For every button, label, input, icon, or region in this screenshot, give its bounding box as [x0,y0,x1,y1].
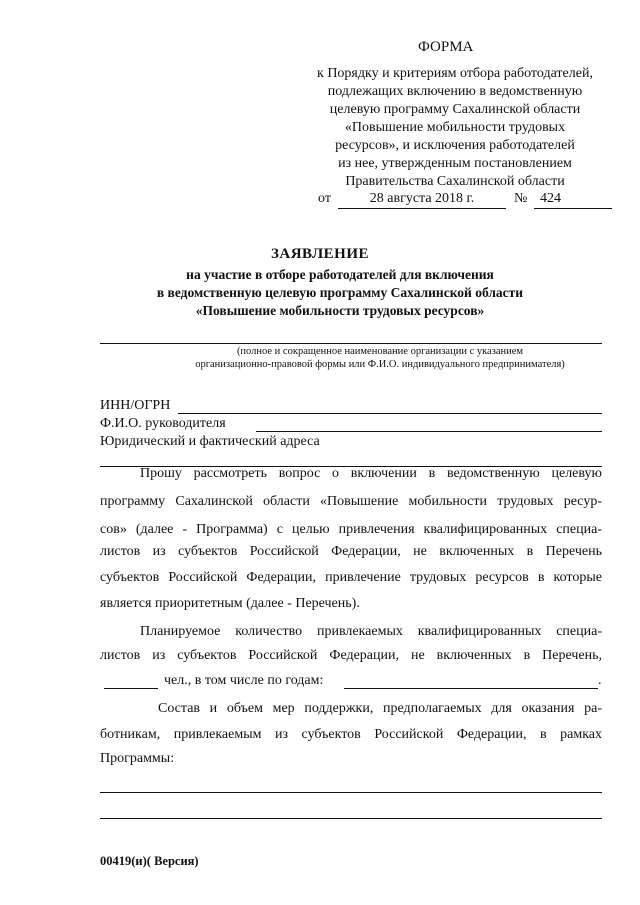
para1-line: является приоритетным (далее - Перечень). [100,596,360,611]
header-line: подлежащих включению в ведомственную [327,84,583,99]
para3-line: Состав и объем мер поддержки, предполагаемых для оказания ра- [158,701,602,716]
support-measures-line[interactable] [100,818,602,819]
para1-line: субъектов Российской Федерации, привлечение трудовых ресурсов в которые [100,570,602,585]
address-label: Юридический и фактический адреса [100,434,320,449]
date-from-label: от [318,191,331,206]
para1-line: Прошу рассмотреть вопрос о включении в ведомственную целевую [140,466,602,481]
org-hint-line: (полное и сокращенное наименование организации с указанием [236,346,524,357]
para2-line: Планируемое количество привлекаемых квалифицированных специа- [140,624,602,639]
header-line: из нее, утвержденным постановлением [338,156,572,171]
inn-field[interactable] [178,413,602,414]
header-line: Правительства Сахалинской области [345,174,565,189]
para2-end: . [598,673,602,688]
document-title: ЗАЯВЛЕНИЕ [270,246,370,262]
para3-line: Программы: [100,751,175,766]
support-measures-line[interactable] [100,792,602,793]
form-label: ФОРМА [418,39,474,55]
head-label: Ф.И.О. руководителя [100,416,226,431]
para2-line: листов из субъектов Российской Федерации, не включенных в Перечень, [100,648,602,663]
header-line: «Повышение мобильности трудовых [344,120,566,135]
para1-line: листов из субъектов Российской Федерации, не включенных в Перечень [100,544,602,559]
org-name-line[interactable] [100,343,602,344]
para1-line: программу Сахалинской области «Повышение мобильности трудовых ресур- [100,494,602,509]
number-label: № [514,191,528,206]
resolution-number: 424 [534,190,612,209]
inn-label: ИНН/ОГРН [100,398,171,413]
title-line: на участие в отборе работодателей для включения [186,267,494,282]
title-line: «Повышение мобильности трудовых ресурсов» [195,303,485,318]
org-hint-line: организационно-правовой формы или Ф.И.О. индивидуального предпринимателя) [195,359,565,370]
header-line: ресурсов», и исключения работодателей [335,138,575,153]
header-line: к Порядку и критериям отбора работодателей, [317,66,593,81]
header-line: целевую программу Сахалинской области [329,102,581,117]
document-code: 00419(и)( Версия) [100,854,199,868]
para1-line: сов» (далее - Программа) с целью привлечения квалифицированных специа- [100,522,602,537]
para3-line: ботникам, привлекаемым из субъектов Российской Федерации, в рамках [100,727,602,742]
title-line: в ведомственную целевую программу Сахалинской области [156,285,524,300]
head-field[interactable] [256,431,602,432]
resolution-date: 28 августа 2018 г. [338,190,506,209]
para2-tail: чел., в том числе по годам: [164,673,324,688]
specialists-count-field[interactable] [104,688,158,689]
by-years-field[interactable] [344,688,598,689]
